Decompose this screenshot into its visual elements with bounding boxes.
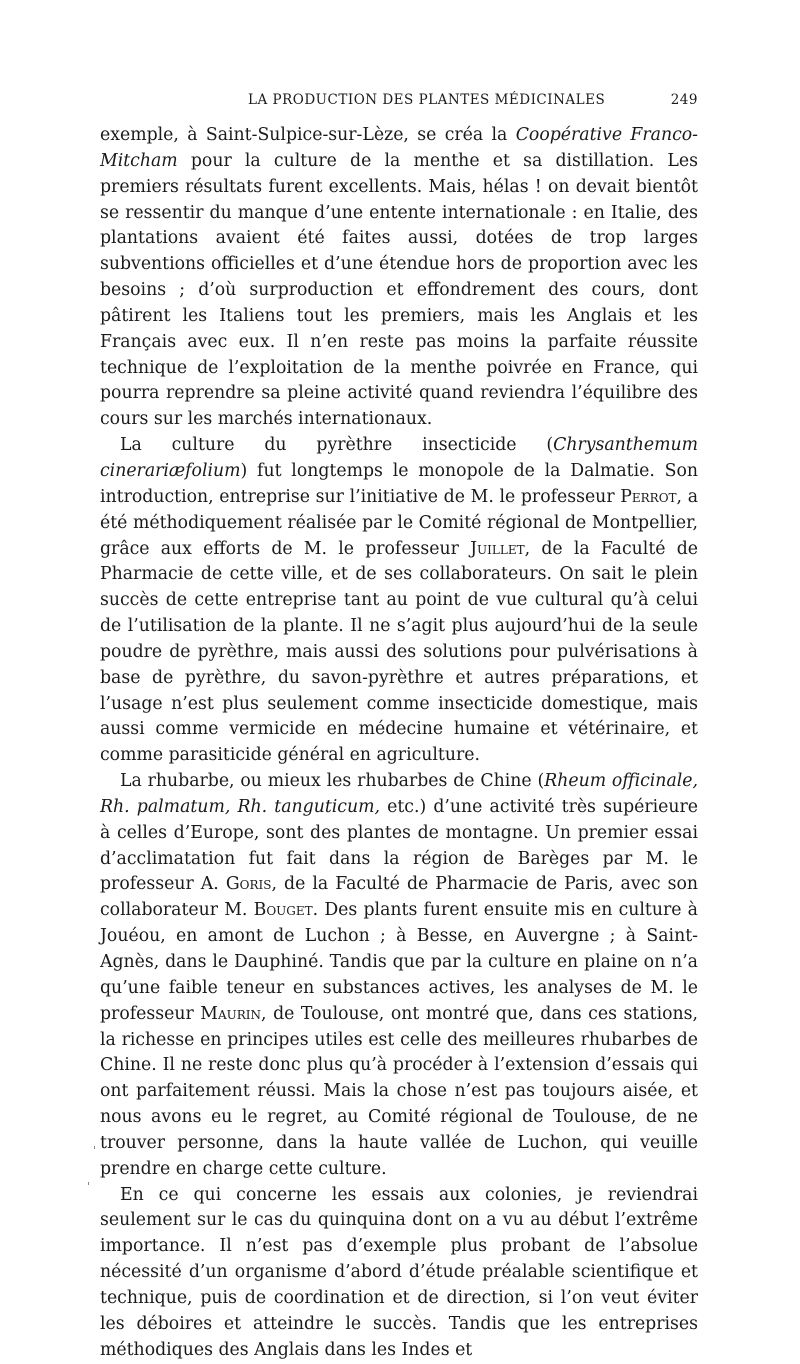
running-title: LA PRODUCTION DES PLANTES MÉDICINALES [248, 92, 606, 108]
text-run: exemple, à Saint-Sulpice-sur-Lèze, se créa la [100, 125, 516, 145]
paragraph-menthe [100, 123, 698, 433]
author-name: Juillet [470, 538, 525, 559]
text-run: , de Toulouse, ont montré que, dans ces stations, la richesse en principes utiles est celle des meilleures rhubarbes de Chine. Il ne reste donc plus qu’à procéder à l’extension d’essais qui ont parfaitement réussi. Mais la chose n’est pas toujours aisée, et nous avons eu le regret, au Comité régional de Toulouse, de ne trouver personne, dans la haute vallée de Luchon, qui veuille prendre en charge cette culture. [100, 1003, 698, 1179]
body-text [100, 123, 698, 1364]
italic-run: Rheum officinale, Rh. palmatum, Rh. tanguticum, [100, 771, 698, 817]
text-run: , a été méthodiquement réalisée par le Comité régional de Montpellier, grâce aux efforts de M. le professeur [100, 486, 698, 559]
author-name: Bouget [253, 900, 313, 921]
paragraph-colonies [100, 1183, 698, 1364]
text-run: La rhubarbe, ou mieux les rhubarbes de Chine ( [120, 771, 545, 792]
text-run: ) fut longtemps le monopole de la Dalmatie. Son introduction, entreprise sur l’initiative de M. le professeur [100, 460, 698, 507]
text-run: . Des plants furent ensuite mis en culture à Jouéou, en amont de Luchon ; à Besse, en Auvergne ; à Saint-Agnès, dans le Dauphiné. Tandis que par la culture en plaine on n’a qu’une faible teneur en substances actives, les analyses de M. le professeur [100, 900, 698, 1024]
italic-run: Chrysanthemum cinerariæfolium [100, 435, 698, 481]
scan-speck [94, 1146, 95, 1149]
text-run: pour la culture de la menthe et sa distillation. Les premiers résultats furent excellents. Mais, hélas ! on devait bientôt se ressentir du manque d’une entente internationale : en Italie, des plantations avaient été faites aussi, dotées de trop larges subventions officielles et d’une étendue hors de proportion avec les besoins ; d’où surproduction et effondrement des cours, dont pâtirent les Italiens tout les premiers, mais les Anglais et les Français avec eux. Il n’en reste pas moins la parfaite réussite technique de l’exploitation de la menthe poivrée en France, qui pourra reprendre sa pleine activité quand reviendra l’équilibre des cours sur les marchés internationaux. [100, 150, 698, 430]
author-name: Goris [225, 874, 272, 895]
author-name: Maurin [200, 1003, 262, 1024]
author-name: Perrot [620, 486, 677, 507]
page-number: 249 [670, 92, 698, 108]
text-run: , de la Faculté de Pharmacie de Paris, avec son collaborateur M. [100, 874, 698, 921]
paragraph-rhubarbe [100, 769, 698, 1183]
running-header [100, 92, 700, 114]
text-run: etc.) d’une activité très supérieure à celles d’Europe, sont des plantes de montagne. Un premier essai d’acclimatation fut fait dans la région de Barèges par M. le professeur A. [100, 796, 698, 895]
italic-run: Coopérative Franco-Mitcham [100, 125, 698, 171]
scan-speck [88, 1182, 89, 1185]
text-run: En ce qui concerne les essais aux colonies, je reviendrai seulement sur le cas du quinquina dont on a vu au début l’extrême importance. Il n’est pas d’exemple plus probant de l’absolue nécessité d’un organisme d’abord d’étude préalable scientifique et technique, puis de coordination et de direction, si l’on veut éviter les déboires et atteindre le succès. Tandis que les entreprises méthodiques des Anglais dans les Indes et [100, 1184, 698, 1360]
paragraph-pyrethre [100, 433, 698, 769]
text-run: La culture du pyrèthre insecticide ( [120, 435, 554, 456]
text-run: , de la Faculté de Pharmacie de cette ville, et de ses collaborateurs. On sait le plein succès de cette entreprise tant au point de vue cultural qu’à celui de l’utilisation de la plante. Il ne s’agit plus aujourd’hui de la seule poudre de pyrèthre, mais aussi des solutions pour pulvérisations à base de pyrèthre, du savon-pyrèthre et autres préparations, et l’usage n’est plus seulement comme insecticide domestique, mais aussi comme vermicide en médecine humaine et vétérinaire, et comme parasiticide général en agriculture. [100, 538, 698, 766]
